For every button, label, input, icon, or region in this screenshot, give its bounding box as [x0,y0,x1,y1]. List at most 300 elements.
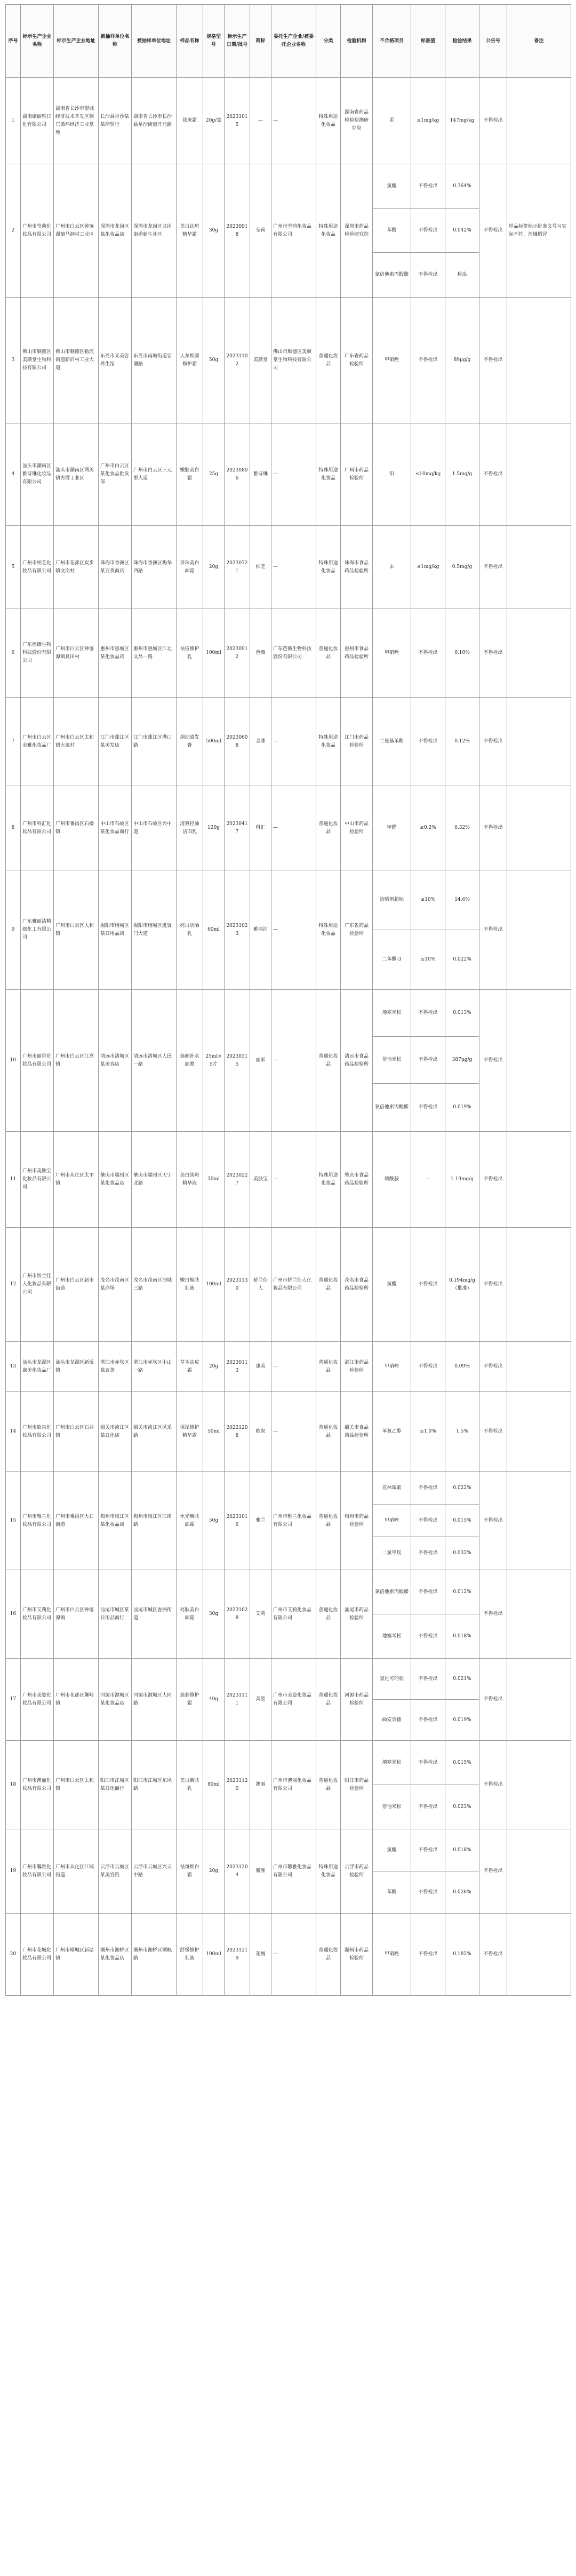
cell-fail-item: 防晒剂超标 [373,870,411,930]
cell-no: 4 [6,423,21,526]
cell-date: 20230227 [225,1132,250,1228]
cell-fail-item: 氢醌 [373,1228,411,1342]
cell-category: 普通化妆品 [316,298,341,423]
cell-notice: 不得检出 [479,164,507,298]
cell-remark [507,1342,571,1392]
cell-fail-item: 地塞米松 [373,1741,411,1785]
cell-fail-result: 0.019% [445,1700,479,1741]
header-cell: 备注 [507,5,571,78]
cell-category: 普通化妆品 [316,786,341,870]
cell-spec: 20g [203,526,225,609]
cell-fail-std: ≤1mg/kg [411,526,445,609]
cell-fail-item: 曲安奈德 [373,1700,411,1741]
cell-lab: 广东省药品检验所 [341,870,373,990]
cell-maker-addr: 广州市番禺区大石街道 [54,1472,99,1570]
cell-sampled: 长沙县星沙某某商贸行 [99,78,132,164]
cell-sampled-addr: 江门市蓬江区港口路 [132,698,177,786]
table-row [6,698,571,786]
table-row [6,1228,571,1342]
cell-notice: 不得检出 [479,1228,507,1342]
cell-fail-result: 0.5mg/g [445,526,479,609]
cell-entrusted: — [271,698,316,786]
cell-product: 保湿修护精华露 [177,1392,203,1472]
cell-lab: 中山市药品检验所 [341,786,373,870]
cell-date: 20230918 [225,164,250,298]
cell-brand: 雅兰 [250,1472,271,1570]
cell-fail-result: 1.5mg/g [445,423,479,526]
cell-fail-result: 0.019% [445,1084,479,1132]
header-cell: 检验结果 [445,5,479,78]
table-body [6,78,571,1996]
cell-sampled-addr: 阳江市江城区东风路 [132,1741,177,1829]
cell-fail-result: 0.032% [445,1537,479,1570]
cell-sampled: 河源市源城区某化妆品店 [99,1659,132,1741]
cell-no: 17 [6,1659,21,1741]
cell-date: 20231204 [225,1829,250,1914]
table-row [6,423,571,526]
cell-brand: 澳丽 [250,1741,271,1829]
header-cell: 标示生产企业地址 [54,5,99,78]
cell-brand: 康美 [250,1342,271,1392]
cell-fail-std: 不得检出 [411,1472,445,1505]
cell-brand: 金雅 [250,698,271,786]
cell-spec: 20g [203,1342,225,1392]
cell-sampled: 汕尾市城区某日用品商行 [99,1570,132,1659]
cell-remark [507,1132,571,1228]
cell-category: 普通化妆品 [316,990,341,1132]
cell-category: 普通化妆品 [316,1392,341,1472]
cell-fail-item: 倍他米松 [373,1037,411,1084]
cell-date: 20230721 [225,526,250,609]
cell-remark [507,1659,571,1741]
cell-fail-result: 0.012% [445,1570,479,1614]
cell-category: 普通化妆品 [316,1659,341,1741]
table-row [6,78,571,164]
cell-date: 20230608 [225,698,250,786]
cell-fail-std: 不得检出 [411,1829,445,1871]
cell-remark [507,870,571,990]
cell-date: 20231219 [225,1914,250,1996]
cell-entrusted: 广州市馨雅化妆品有限公司 [271,1829,316,1914]
cell-maker: 广州市欧泉化妆品有限公司 [21,1392,54,1472]
cell-maker-addr: 广州市白云区钟落潭镇马洞村工业区 [54,164,99,298]
cell-fail-result: 14.6% [445,870,479,930]
cell-sampled: 阳江市江城区某日化商行 [99,1741,132,1829]
cell-fail-item: 氯倍他索丙酸酯 [373,1570,411,1614]
cell-lab: 河源市药品检验所 [341,1659,373,1741]
table-row [6,870,571,930]
cell-lab: 珠海市食品药品检验所 [341,526,373,609]
cell-notice: 不得检出 [479,1132,507,1228]
cell-fail-item: 甲硝唑 [373,298,411,423]
cell-product: 草本祛痘霜 [177,1342,203,1392]
cell-notice: 不得检出 [479,1659,507,1741]
cell-fail-std: 不得检出 [411,698,445,786]
cell-fail-std: 不得检出 [411,1228,445,1342]
cell-date: 20231130 [225,1228,250,1342]
cell-product: 亮肤美白面霜 [177,1570,203,1659]
cell-fail-std: 不得检出 [411,253,445,298]
cell-fail-result: 89μg/g [445,298,479,423]
cell-fail-item: 氯倍他索丙酸酯 [373,253,411,298]
cell-sampled-addr: 河源市源城区大同路 [132,1659,177,1741]
cell-fail-result: 0.194mg/g（批准） [445,1228,479,1342]
cell-spec: 60ml [203,870,225,990]
header-cell: 不合格项目 [373,5,411,78]
cell-date: 20231120 [225,1741,250,1829]
cell-no: 16 [6,1570,21,1659]
cell-fail-item: 烟酰胺 [373,1132,411,1228]
cell-notice: 不得检出 [479,526,507,609]
cell-fail-std: 不得检出 [411,1871,445,1914]
cell-fail-std: 不得检出 [411,1342,445,1392]
cell-maker: 广州市娇兰佳人化妆品有限公司 [21,1228,54,1342]
cell-brand: 芭薇 [250,609,271,698]
cell-no: 18 [6,1741,21,1829]
cell-lab: 韶关市食品药品检验所 [341,1392,373,1472]
table-row [6,990,571,1037]
cell-maker-addr: 湖南省长沙市望城经济技术开发区铜官循环经济工业基地 [54,78,99,164]
cell-fail-std: ≤10mg/kg [411,423,445,526]
cell-fail-std: 不得检出 [411,164,445,209]
cell-notice: 不得检出 [479,870,507,990]
cell-fail-result: 0.015% [445,1505,479,1537]
cell-product: 美白祛斑精华霜 [177,164,203,298]
cell-spec: 30g [203,164,225,298]
cell-maker-addr: 广州市番禺区石楼镇 [54,786,99,870]
cell-fail-item: 甲硝唑 [373,609,411,698]
cell-category: 普通化妆品 [316,1914,341,1996]
cell-maker-addr: 汕头市潮南区两英镇古厝工业区 [54,423,99,526]
cell-product: 祛斑焕白霜 [177,1829,203,1914]
cell-sampled-addr: 潮州市湘桥区潮枫路 [132,1914,177,1996]
cell-fail-std: 不得检出 [411,1570,445,1614]
cell-date: 20231015 [225,78,250,164]
cell-fail-result: 0.018% [445,1614,479,1659]
cell-fail-result: 0.10% [445,609,479,698]
cell-sampled: 肇庆市端州区某化妆品店 [99,1132,132,1228]
cell-fail-std: 不得检出 [411,1505,445,1537]
cell-fail-std: 不得检出 [411,1037,445,1084]
cell-lab: 深圳市药品检验研究院 [341,164,373,298]
cell-brand: 娇兰佳人 [250,1228,271,1342]
cell-maker-addr: 广州市白云区钟落潭镇良田村 [54,609,99,698]
table-row [6,1392,571,1472]
cell-no: 20 [6,1914,21,1996]
cell-spec: 120g [203,786,225,870]
cell-lab: 广东省药品检验所 [341,298,373,423]
cell-fail-result: 0.32% [445,786,479,870]
cell-no: 19 [6,1829,21,1914]
cell-spec: 100ml [203,609,225,698]
cell-fail-result: 0.09% [445,1342,479,1392]
cell-sampled-addr: 汕尾市城区香洲街道 [132,1570,177,1659]
cell-no: 10 [6,990,21,1132]
cell-maker: 广州市莹荷化妆品有限公司 [21,164,54,298]
cell-fail-std: ≤0.2% [411,786,445,870]
cell-spec: 50g [203,1472,225,1570]
cell-sampled-addr: 梅州市梅江区江南路 [132,1472,177,1570]
cell-lab: 汕尾市药品检验所 [341,1570,373,1659]
cell-spec: 20g [203,1829,225,1914]
cell-product: 祛斑霜 [177,78,203,164]
cell-sampled-addr: 云浮市云城区兴云中路 [132,1829,177,1914]
header-cell: 标示生产日期/批号 [225,5,250,78]
cell-brand: 美姿 [250,1659,271,1741]
cell-notice: 不得检出 [479,1741,507,1829]
cell-fail-item: 甲硝唑 [373,1914,411,1996]
cell-sampled: 清远市清城区某美容店 [99,990,132,1132]
cell-no: 7 [6,698,21,786]
header-cell: 标准值 [411,5,445,78]
cell-spec: 100ml [203,1228,225,1342]
cell-maker-addr: 广州市从化区太平镇 [54,1132,99,1228]
table-row [6,1342,571,1392]
cell-brand: 馨雅 [250,1829,271,1914]
cell-fail-item: 氢醌 [373,164,411,209]
cell-lab: 清远市食品药品检验所 [341,990,373,1132]
cell-no: 13 [6,1342,21,1392]
header-cell: 规格型号 [203,5,225,78]
cell-sampled: 湛江市赤坎区某百货 [99,1342,132,1392]
cell-entrusted: — [271,78,316,164]
cell-fail-std: 不得检出 [411,298,445,423]
cell-no: 5 [6,526,21,609]
cell-sampled-addr: 揭阳市榕城区进贤门大道 [132,870,177,990]
cell-fail-std: 不得检出 [411,990,445,1037]
cell-entrusted: — [271,526,316,609]
cell-spec: 25ml×5片 [203,990,225,1132]
cell-notice: 不得检出 [479,786,507,870]
cell-remark [507,423,571,526]
cell-category: 普通化妆品 [316,1570,341,1659]
cell-date: 20230912 [225,609,250,698]
cell-no: 15 [6,1472,21,1570]
cell-lab: 肇庆市食品药品检验所 [341,1132,373,1228]
table-row [6,298,571,423]
cell-product: 焗油染发膏 [177,698,203,786]
cell-notice: 不得检出 [479,609,507,698]
table-row [6,609,571,698]
cell-lab: 江门市药品检验所 [341,698,373,786]
cell-date: 20231102 [225,298,250,423]
cell-category: 特殊用途化妆品 [316,870,341,990]
cell-fail-std: 不得检出 [411,1785,445,1829]
cell-maker-addr: 广州市花都区炭步镇文岗村 [54,526,99,609]
cell-remark [507,526,571,609]
table-row [6,164,571,209]
cell-lab: 湖南省药品检验检测研究院 [341,78,373,164]
cell-spec: 100ml [203,1914,225,1996]
cell-entrusted: — [271,870,316,990]
cell-no: 2 [6,164,21,298]
cell-sampled: 东莞市某美容养生馆 [99,298,132,423]
cell-sampled-addr: 珠海市香洲区梅华西路 [132,526,177,609]
cell-maker: 汕头市潮南区雅诗琳化妆品有限公司 [21,423,54,526]
cell-fail-std: ≤10% [411,930,445,990]
header-cell: 样品名称 [177,5,203,78]
cell-fail-std: ≤1.0% [411,1392,445,1472]
cell-notice: 不得检出 [479,1472,507,1570]
cell-product: 焕彩修护霜 [177,1659,203,1741]
cell-spec: 40g [203,1659,225,1741]
cell-sampled-addr: 韶关市浈江区风采路 [132,1392,177,1472]
cell-fail-item: 甲硝唑 [373,1505,411,1537]
cell-maker-addr: 广州市白云区石井镇 [54,1392,99,1472]
cell-notice: 不得检出 [479,423,507,526]
cell-brand: 美肤宝 [250,1132,271,1228]
cell-remark [507,1472,571,1570]
cell-spec: 25g [203,423,225,526]
cell-fail-result: 0.022% [445,1472,479,1505]
cell-date: 20230806 [225,423,250,526]
table-row [6,786,571,870]
cell-fail-item: 甲醛 [373,786,411,870]
cell-entrusted: 广州市娇兰佳人化妆品有限公司 [271,1228,316,1342]
cell-entrusted: 广州市莹荷化妆品有限公司 [271,164,316,298]
cell-fail-result: 1.5% [445,1392,479,1472]
cell-entrusted: 佛山市顺德区美颜堂生物科技有限公司 [271,298,316,423]
cell-fail-result: 0.023% [445,1785,479,1829]
cell-fail-result: 检出 [445,253,479,298]
cell-brand: 美颜堂 [250,298,271,423]
cell-spec: 80ml [203,1741,225,1829]
cell-sampled-addr: 茂名市茂南区油城三路 [132,1228,177,1342]
cell-remark [507,609,571,698]
cell-fail-result: 0.013% [445,990,479,1037]
cell-product: 美白淡斑精华液 [177,1132,203,1228]
cell-fail-item: 汞 [373,526,411,609]
cell-maker: 广州市雅兰化妆品有限公司 [21,1472,54,1570]
cell-brand: 丽彩 [250,990,271,1132]
cell-maker-addr: 汕头市龙湖区新溪镇 [54,1342,99,1392]
cell-sampled-addr: 惠州市惠城区江北文昌一路 [132,609,177,698]
cell-product: 水光焕肤面霜 [177,1472,203,1570]
cell-sampled: 珠海市香洲区某百货商店 [99,526,132,609]
cell-fail-std: 不得检出 [411,1659,445,1700]
cell-brand: — [250,78,271,164]
table-header-row [6,5,571,78]
cell-fail-item: 苯氧乙醇 [373,1392,411,1472]
cell-fail-result: 0.018% [445,1829,479,1871]
cell-notice: 不得检出 [479,1829,507,1914]
header-cell: 被抽样单位名称 [99,5,132,78]
cell-product: 祛痘修护乳 [177,609,203,698]
cell-sampled-addr: 中山市石岐区兴中道 [132,786,177,870]
cell-no: 1 [6,78,21,164]
cell-maker: 广州市白云区金雅化妆品厂 [21,698,54,786]
cell-category: 普通化妆品 [316,1342,341,1392]
cell-maker: 湖南康丽雅日化有限公司 [21,78,54,164]
cell-fail-item: 甲硝唑 [373,1342,411,1392]
cell-maker: 广州市艾莉化妆品有限公司 [21,1570,54,1659]
cell-fail-item: 二苯酮-3 [373,930,411,990]
cell-sampled: 韶关市浈江区某日化店 [99,1392,132,1472]
cell-spec: 20g/盒 [203,78,225,164]
cell-product: 美白嫩肤乳 [177,1741,203,1829]
cell-fail-std: 不得检出 [411,1614,445,1659]
cell-date: 20221208 [225,1392,250,1472]
cell-remark: 样品标签标示批准文号与实际不符，涉嫌假冒 [507,164,571,298]
cell-maker: 佛山市顺德区美颜堂生物科技有限公司 [21,298,54,423]
cell-fail-std: 不得检出 [411,209,445,253]
cell-product: 舒缓修护乳液 [177,1914,203,1996]
cell-entrusted: 广州市美姿化妆品有限公司 [271,1659,316,1741]
cell-maker-addr: 广州市增城区新塘镇 [54,1914,99,1996]
cell-entrusted: — [271,990,316,1132]
cell-lab: 潮州市药品检验所 [341,1914,373,1996]
cell-entrusted: — [271,1342,316,1392]
cell-fail-result: 0.021% [445,1659,479,1700]
cell-fail-std: 不得检出 [411,1741,445,1785]
cell-sampled: 潮州市湘桥区某化妆品店 [99,1914,132,1996]
cell-fail-item: 铅 [373,423,411,526]
cell-sampled: 中山市石岐区某化妆品商行 [99,786,132,870]
cell-fail-std: 不得检出 [411,1914,445,1996]
cell-fail-std: — [411,1132,445,1228]
cell-fail-item: 汞 [373,78,411,164]
cell-maker: 汕头市龙湖区康美化妆品厂 [21,1342,54,1392]
cell-maker: 广州市馨雅化妆品有限公司 [21,1829,54,1914]
cell-maker-addr: 佛山市顺德区勒流街道新启村工业大道 [54,298,99,423]
cell-sampled: 惠州市惠城区某化妆品店 [99,609,132,698]
cell-category: 特殊用途化妆品 [316,698,341,786]
cell-fail-std: 不得检出 [411,609,445,698]
cell-date: 20231016 [225,1472,250,1570]
cell-maker: 广东芭薇生物科技股份有限公司 [21,609,54,698]
cell-fail-result: 0.026% [445,1871,479,1914]
cell-lab: 云浮市药品检验所 [341,1829,373,1914]
cell-maker-addr: 广州市白云区新市街道 [54,1228,99,1342]
cell-no: 6 [6,609,21,698]
cell-lab: 惠州市食品药品检验所 [341,609,373,698]
cell-remark [507,1914,571,1996]
cell-sampled-addr: 肇庆市端州区天宁北路 [132,1132,177,1228]
cell-remark [507,78,571,164]
cell-fail-result: 0.042% [445,209,479,253]
cell-category: 普通化妆品 [316,1741,341,1829]
cell-lab: 广州市药品检验所 [341,423,373,526]
cell-product: 珍珠美白面霜 [177,526,203,609]
cell-maker: 广州市澳丽化妆品有限公司 [21,1741,54,1829]
cell-category: 特殊用途化妆品 [316,1132,341,1228]
cell-lab: 湛江市药品检验所 [341,1342,373,1392]
cell-entrusted: 广州市雅兰化妆品有限公司 [271,1472,316,1570]
cell-notice: 不得检出 [479,298,507,423]
cell-date: 20231111 [225,1659,250,1741]
header-cell: 公告号 [479,5,507,78]
cell-product: 焕颜补水面膜 [177,990,203,1132]
cell-notice: 不得检出 [479,78,507,164]
cell-category: 普通化妆品 [316,1472,341,1570]
cell-remark [507,990,571,1132]
cell-sampled-addr: 清远市清城区人民一路 [132,990,177,1132]
cell-no: 12 [6,1228,21,1342]
cell-date: 20230417 [225,786,250,870]
cell-fail-result: 1.19mg/g [445,1132,479,1228]
cell-spec: 30ml [203,1132,225,1228]
cell-no: 14 [6,1392,21,1472]
cell-sampled: 揭阳市榕城区某日用品店 [99,870,132,990]
cell-lab: 茂名市食品药品检验所 [341,1228,373,1342]
cell-entrusted: — [271,786,316,870]
cell-maker: 广州市美肤宝化妆品有限公司 [21,1132,54,1228]
cell-maker-addr: 广州市从化区江埔街道 [54,1829,99,1914]
cell-brand: 雅丽洁 [250,870,271,990]
cell-fail-result: 0.022% [445,930,479,990]
cell-entrusted: — [271,423,316,526]
cell-entrusted: 广东芭薇生物科技股份有限公司 [271,609,316,698]
